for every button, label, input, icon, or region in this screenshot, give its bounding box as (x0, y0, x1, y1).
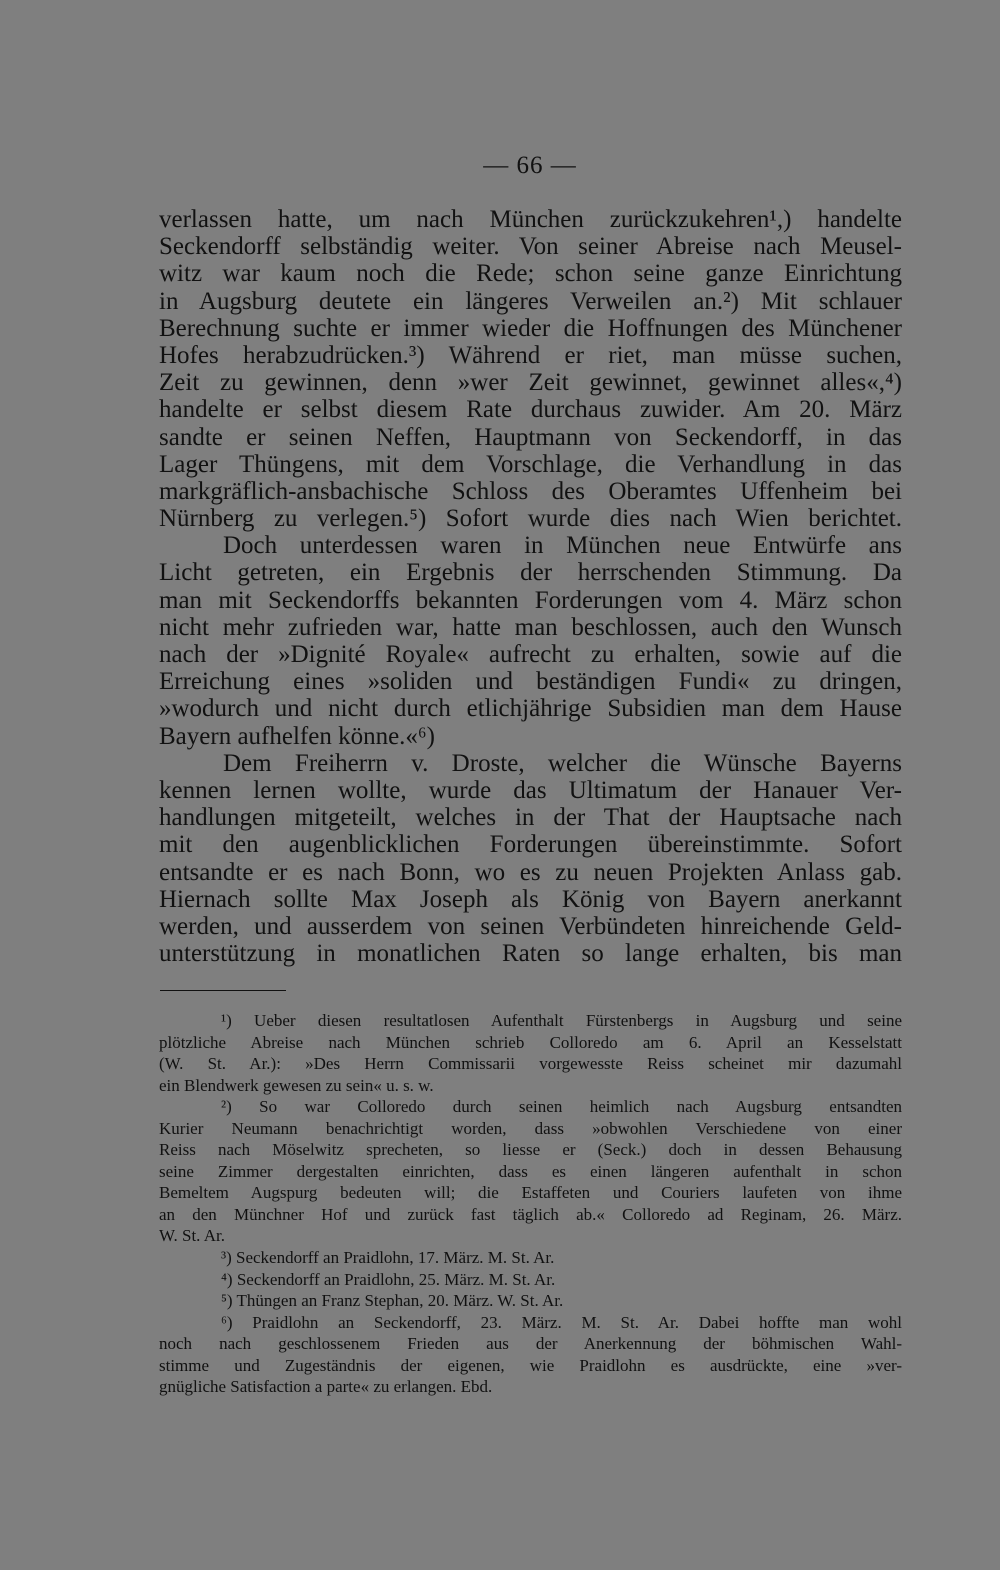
text-line: Hofes herabzudrücken.³) Während er riet, man müsse suchen, (159, 341, 902, 369)
text-line: Bayern aufhelfen könne.«⁶) (159, 722, 435, 750)
footnote-line: Bemeltem Augspurg bedeuten will; die Estaffeten und Couriers laufeten von ihme (159, 1183, 902, 1203)
footnote-line: ⁴) Seckendorff an Praidlohn, 25. März. M. St. Ar. (221, 1269, 556, 1289)
text-line: mit den augenblicklichen Forderungen übereinstimmte. Sofort (159, 831, 902, 859)
text-line: sandte er seinen Neffen, Hauptmann von Seckendorff, in das (159, 423, 902, 451)
text-line: kennen lernen wollte, wurde das Ultimatum der Hanauer Ver- (159, 776, 902, 804)
footnote-line: ⁵) Thüngen an Franz Stephan, 20. März. W. St. Ar. (221, 1291, 564, 1311)
text-line: witz war kaum noch die Rede; schon seine ganze Einrichtung (159, 260, 902, 288)
text-line: Erreichung eines »soliden und beständigen Fundi« zu dringen, (159, 668, 902, 696)
text-line: Hiernach sollte Max Joseph als König von Bayern anerkannt (159, 885, 902, 913)
text-line: verlassen hatte, um nach München zurückzukehren¹,) handelte (159, 206, 902, 233)
footnote-line: noch nach geschlossenem Frieden aus der Anerkennung der böhmischen Wahl- (159, 1334, 902, 1354)
text-line: nicht mehr zufrieden war, hatte man beschlossen, auch den Wunsch (159, 613, 902, 641)
footnote-line: seine Zimmer dergestalten einrichten, dass es einen längeren aufenthalt in schon (159, 1161, 902, 1181)
text-line: in Augsburg deutete ein längeres Verweilen an.²) Mit schlauer (159, 287, 902, 315)
footnote-line: ¹) Ueber diesen resultatlosen Aufenthalt Fürstenbergs in Augsburg und seine (221, 1011, 902, 1030)
footnote-line: ein Blendwerk gewesen zu sein« u. s. w. (159, 1075, 434, 1095)
text-line: nach der »Dignité Royale« aufrecht zu erhalten, sowie auf die (159, 641, 902, 668)
footnote-line: gnügliche Satisfaction a parte« zu erlangen. Ebd. (159, 1377, 493, 1397)
text-line: »wodurch und nicht durch etlichjährige Subsidien man dem Hause (159, 695, 902, 723)
text-line: markgräflich-ansbachische Schloss des Oberamtes Uffenheim bei (159, 477, 902, 505)
footnote-line: ²) So war Colloredo durch seinen heimlich nach Augsburg entsandten (221, 1097, 902, 1117)
text-line: Seckendorff selbständig weiter. Von seiner Abreise nach Meusel- (159, 233, 902, 261)
text-line: Nürnberg zu verlegen.⁵) Sofort wurde dies nach Wien berichtet. (159, 505, 902, 533)
text-line: entsandte er es nach Bonn, wo es zu neuen Projekten Anlass gab. (159, 858, 902, 886)
footnote-line: W. St. Ar. (159, 1226, 225, 1246)
text-line: unterstützung in monatlichen Raten so lange erhalten, bis man (159, 940, 902, 968)
text-line: Licht getreten, ein Ergebnis der herrschenden Stimmung. Da (159, 559, 902, 587)
text-line: man mit Seckendorffs bekannten Forderungen vom 4. März schon (159, 586, 902, 614)
text-line: handlungen mitgeteilt, welches in der That der Hauptsache nach (159, 804, 902, 832)
footnote-divider (160, 990, 286, 991)
page-number: — 66 — (483, 152, 577, 179)
footnote-line: (W. St. Ar.): »Des Herrn Commissarii vorgewesste Reiss scheinet mir dazumahl (159, 1054, 902, 1074)
text-line: Dem Freiherrn v. Droste, welcher die Wünsche Bayerns (223, 749, 902, 777)
footnote-line: ³) Seckendorff an Praidlohn, 17. März. M. St. Ar. (221, 1248, 555, 1268)
main-text (159, 206, 902, 967)
text-line: handelte er selbst diesem Rate durchaus zuwider. Am 20. März (159, 396, 902, 424)
footnote-line: Reiss nach Möselwitz sprecheten, so liesse er (Seck.) doch in dessen Behausung (159, 1140, 902, 1160)
footnote-line: plötzliche Abreise nach München schrieb Colloredo am 6. April an Kesselstatt (159, 1032, 902, 1052)
text-line: werden, und ausserdem von seinen Verbündeten hinreichende Geld- (159, 912, 902, 940)
text-line: Zeit zu gewinnen, denn »wer Zeit gewinnet, gewinnet alles«,⁴) (159, 369, 902, 397)
footnote-line: ⁶) Praidlohn an Seckendorff, 23. März. M. St. Ar. Dabei hoffte man wohl (221, 1312, 902, 1332)
text-line: Doch unterdessen waren in München neue Entwürfe ans (223, 532, 902, 560)
text-line: Berechnung suchte er immer wieder die Hoffnungen des Münchener (159, 314, 902, 342)
footnote-line: Kurier Neumann benachrichtigt worden, dass »obwohlen Verschiedene von einer (159, 1118, 902, 1138)
footnotes (159, 1010, 902, 1398)
footnote-line: stimme und Zugeständnis der eigenen, wie Praidlohn es ausdrückte, eine »ver- (159, 1355, 902, 1375)
footnote-line: an den Münchner Hof und zurück fast täglich ab.« Colloredo ad Reginam, 26. März. (159, 1204, 902, 1224)
text-line: Lager Thüngens, mit dem Vorschlage, die Verhandlung in das (159, 450, 902, 478)
